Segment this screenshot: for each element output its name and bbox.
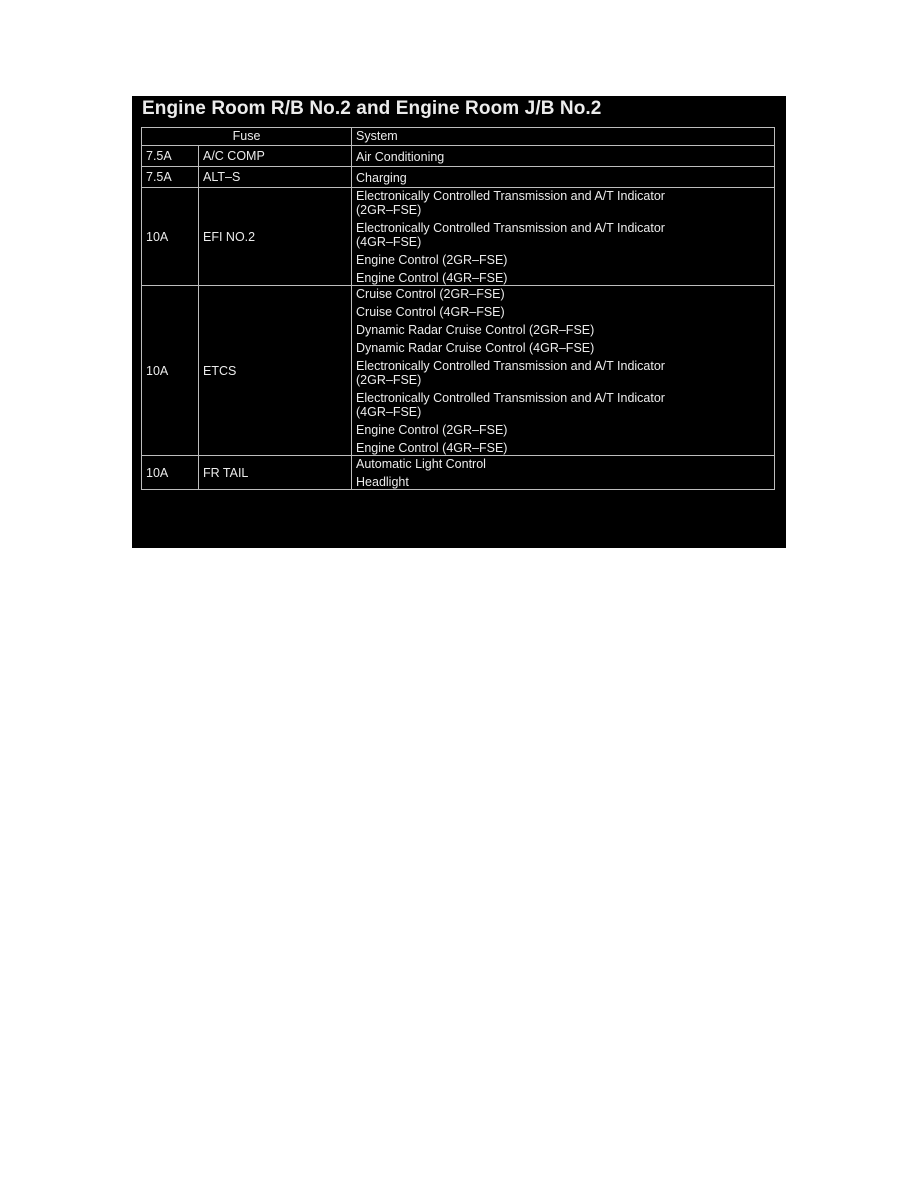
table-row xyxy=(142,286,775,456)
table-row xyxy=(142,188,775,286)
system-item: Cruise Control (2GR–FSE) xyxy=(356,287,505,301)
system-item: Electronically Controlled Transmission and A/T Indicator (4GR–FSE) xyxy=(356,391,665,419)
table-row xyxy=(142,167,775,188)
system-item: Electronically Controlled Transmission and A/T Indicator (2GR–FSE) xyxy=(356,189,665,217)
fuse-column-header: Fuse xyxy=(142,128,352,146)
system-item: Headlight xyxy=(356,475,409,489)
fuse-name: EFI NO.2 xyxy=(199,188,352,286)
system-list xyxy=(352,286,775,456)
system-item: Engine Control (2GR–FSE) xyxy=(356,253,508,267)
fuse-amperage: 10A xyxy=(142,188,199,286)
fuse-table xyxy=(141,127,775,490)
fuse-name: ETCS xyxy=(199,286,352,456)
system-item: Engine Control (4GR–FSE) xyxy=(356,441,508,455)
system-item: Electronically Controlled Transmission and A/T Indicator (4GR–FSE) xyxy=(356,221,665,249)
fuse-amperage: 7.5A xyxy=(142,167,199,188)
diagram-title: Engine Room R/B No.2 and Engine Room J/B No.2 xyxy=(142,98,602,119)
system-item: Engine Control (2GR–FSE) xyxy=(356,423,508,437)
system-item: Electronically Controlled Transmission and A/T Indicator (2GR–FSE) xyxy=(356,359,665,387)
system-item: Dynamic Radar Cruise Control (4GR–FSE) xyxy=(356,341,595,355)
system-item: Cruise Control (4GR–FSE) xyxy=(356,305,505,319)
fuse-amperage: 10A xyxy=(142,456,199,490)
system-column-header: System xyxy=(352,128,775,146)
system-item: Dynamic Radar Cruise Control (2GR–FSE) xyxy=(356,323,595,337)
system-list xyxy=(352,188,775,286)
fuse-name: ALT–S xyxy=(199,167,352,188)
fuse-name: A/C COMP xyxy=(199,146,352,167)
system-list xyxy=(352,167,775,188)
fuse-amperage: 10A xyxy=(142,286,199,456)
fuse-diagram-panel xyxy=(132,96,786,548)
fuse-table-body xyxy=(142,146,775,490)
table-row xyxy=(142,456,775,490)
fuse-name: FR TAIL xyxy=(199,456,352,490)
table-header-row xyxy=(142,128,775,146)
fuse-amperage: 7.5A xyxy=(142,146,199,167)
system-list xyxy=(352,146,775,167)
system-item: Air Conditioning xyxy=(356,149,445,164)
system-item: Engine Control (4GR–FSE) xyxy=(356,271,508,285)
system-item: Automatic Light Control xyxy=(356,457,486,471)
system-list xyxy=(352,456,775,490)
table-row xyxy=(142,146,775,167)
system-item: Charging xyxy=(356,170,407,185)
